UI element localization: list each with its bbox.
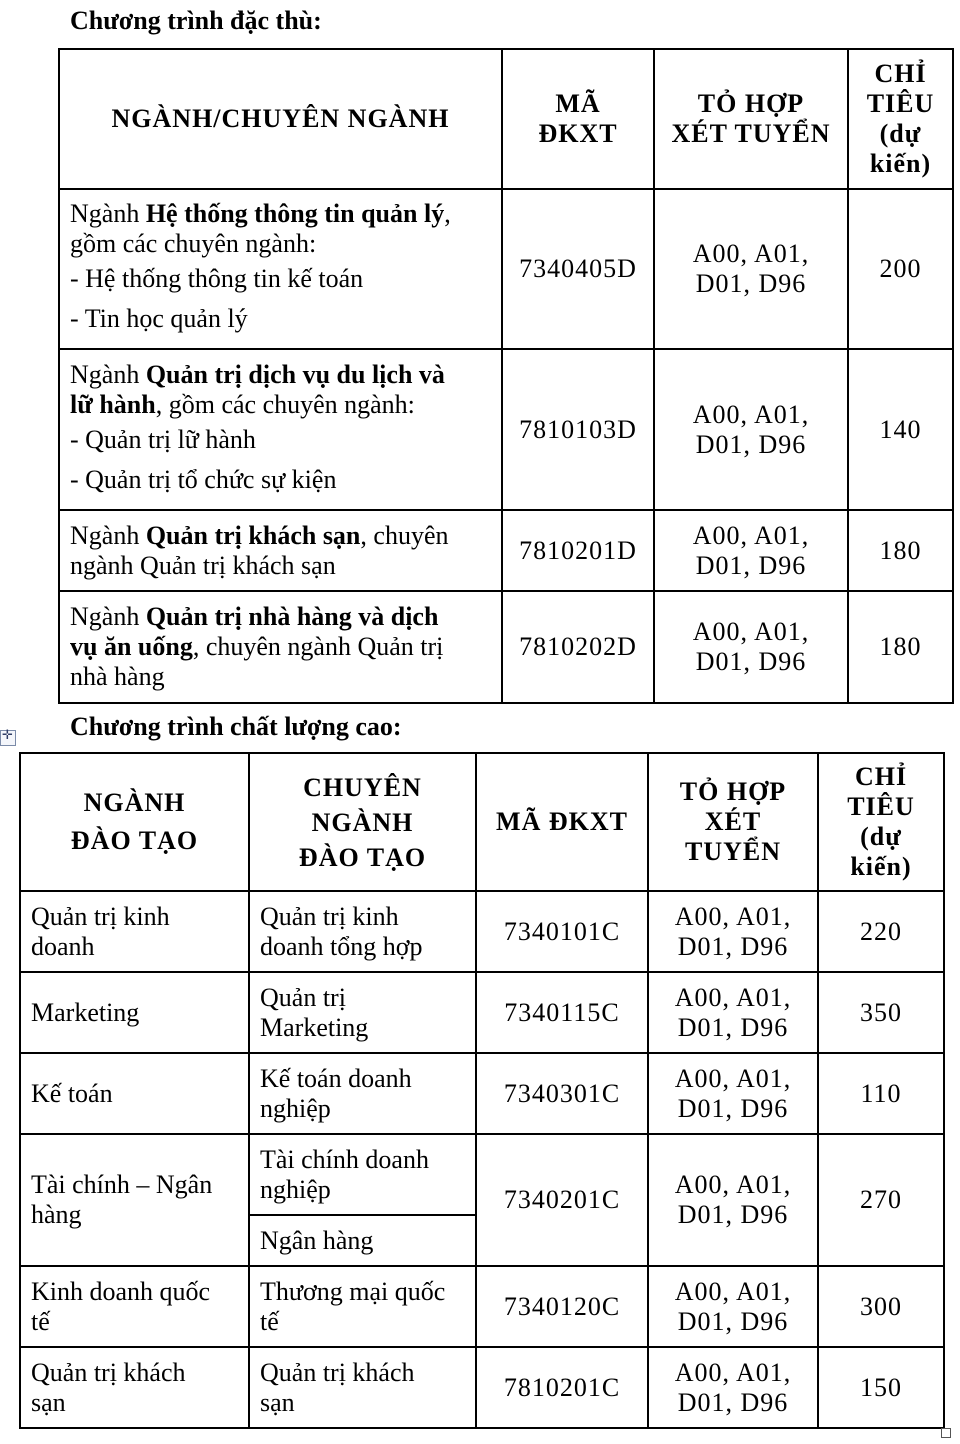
code-cell: 7340115C	[476, 972, 648, 1053]
combo-cell: A00, A01, D01, D96	[654, 189, 848, 349]
table-row	[20, 1266, 944, 1347]
header-code: MÃ ĐKXT	[476, 753, 648, 891]
table-row	[59, 189, 953, 349]
section-2-title: Chương trình chất lượng cao:	[70, 712, 402, 741]
major-cell: Quản trị kinh doanh	[20, 891, 249, 972]
header-quota: CHỈ TIÊU (dự kiến)	[818, 753, 944, 891]
header-major: NGÀNH ĐÀO TẠO	[20, 753, 249, 891]
major-cell: Ngành Hệ thống thông tin quản lý, gồm các chuyên ngành: - Hệ thống thông tin kế toán - Tin học quản lý	[59, 189, 502, 349]
specialty-cell: Quản trị kinh doanh tổng hợp	[249, 891, 476, 972]
major-cell: Quản trị khách sạn	[20, 1347, 249, 1428]
specialty-cell: Ngân hàng	[249, 1215, 476, 1266]
header-specialty: CHUYÊN NGÀNH ĐÀO TẠO	[249, 753, 476, 891]
code-cell: 7810201C	[476, 1347, 648, 1428]
code-cell: 7340301C	[476, 1053, 648, 1134]
code-cell: 7810201D	[502, 510, 654, 591]
table-row	[20, 1134, 944, 1215]
table-row	[20, 1053, 944, 1134]
quota-cell: 350	[818, 972, 944, 1053]
header-major: NGÀNH/CHUYÊN NGÀNH	[59, 49, 502, 189]
specialty-cell: Thương mại quốc tế	[249, 1266, 476, 1347]
section-1-title: Chương trình đặc thù:	[70, 6, 322, 35]
table-row	[20, 1347, 944, 1428]
table-row	[20, 972, 944, 1053]
table-resize-handle-icon[interactable]	[941, 1428, 951, 1438]
quota-cell: 180	[848, 510, 953, 591]
table-header-row	[20, 753, 944, 891]
combo-cell: A00, A01, D01, D96	[648, 1266, 818, 1347]
header-combo: TỎ HỢP XÉT TUYỂN	[654, 49, 848, 189]
combo-cell: A00, A01, D01, D96	[654, 591, 848, 703]
specialty-cell: Quản trị khách sạn	[249, 1347, 476, 1428]
table-special-programs	[58, 48, 954, 704]
major-cell: Ngành Quản trị dịch vụ du lịch và lữ hành, gồm các chuyên ngành: - Quản trị lữ hành - Quản trị tổ chức sự kiện	[59, 349, 502, 510]
major-cell: Marketing	[20, 972, 249, 1053]
table-row	[59, 349, 953, 510]
quota-cell: 150	[818, 1347, 944, 1428]
quota-cell: 300	[818, 1266, 944, 1347]
major-cell: Ngành Quản trị nhà hàng và dịch vụ ăn uống, chuyên ngành Quản trị nhà hàng	[59, 591, 502, 703]
quota-cell: 200	[848, 189, 953, 349]
specialty-cell: Quản trị Marketing	[249, 972, 476, 1053]
quota-cell: 270	[818, 1134, 944, 1266]
major-cell: Kế toán	[20, 1053, 249, 1134]
header-quota: CHỈ TIÊU (dự kiến)	[848, 49, 953, 189]
combo-cell: A00, A01, D01, D96	[648, 1347, 818, 1428]
specialty-cell: Kế toán doanh nghiệp	[249, 1053, 476, 1134]
header-combo: TỎ HỢP XÉT TUYỂN	[648, 753, 818, 891]
table-header-row	[59, 49, 953, 189]
code-cell: 7340201C	[476, 1134, 648, 1266]
table-row	[59, 510, 953, 591]
quota-cell: 220	[818, 891, 944, 972]
combo-cell: A00, A01, D01, D96	[648, 1053, 818, 1134]
code-cell: 7340101C	[476, 891, 648, 972]
combo-cell: A00, A01, D01, D96	[648, 1134, 818, 1266]
major-cell: Ngành Quản trị khách sạn, chuyên ngành Quản trị khách sạn	[59, 510, 502, 591]
major-cell: Kinh doanh quốc tế	[20, 1266, 249, 1347]
header-code: MÃ ĐKXT	[502, 49, 654, 189]
specialty-cell: Tài chính doanh nghiệp	[249, 1134, 476, 1215]
code-cell: 7340120C	[476, 1266, 648, 1347]
major-cell: Tài chính – Ngân hàng	[20, 1134, 249, 1266]
table-high-quality-programs	[19, 752, 945, 1429]
combo-cell: A00, A01, D01, D96	[648, 972, 818, 1053]
quota-cell: 110	[818, 1053, 944, 1134]
combo-cell: A00, A01, D01, D96	[654, 349, 848, 510]
table-row	[59, 591, 953, 703]
code-cell: 7340405D	[502, 189, 654, 349]
quota-cell: 180	[848, 591, 953, 703]
combo-cell: A00, A01, D01, D96	[648, 891, 818, 972]
quota-cell: 140	[848, 349, 953, 510]
code-cell: 7810103D	[502, 349, 654, 510]
table-row	[20, 891, 944, 972]
code-cell: 7810202D	[502, 591, 654, 703]
combo-cell: A00, A01, D01, D96	[654, 510, 848, 591]
table-move-handle-icon[interactable]	[0, 730, 16, 746]
